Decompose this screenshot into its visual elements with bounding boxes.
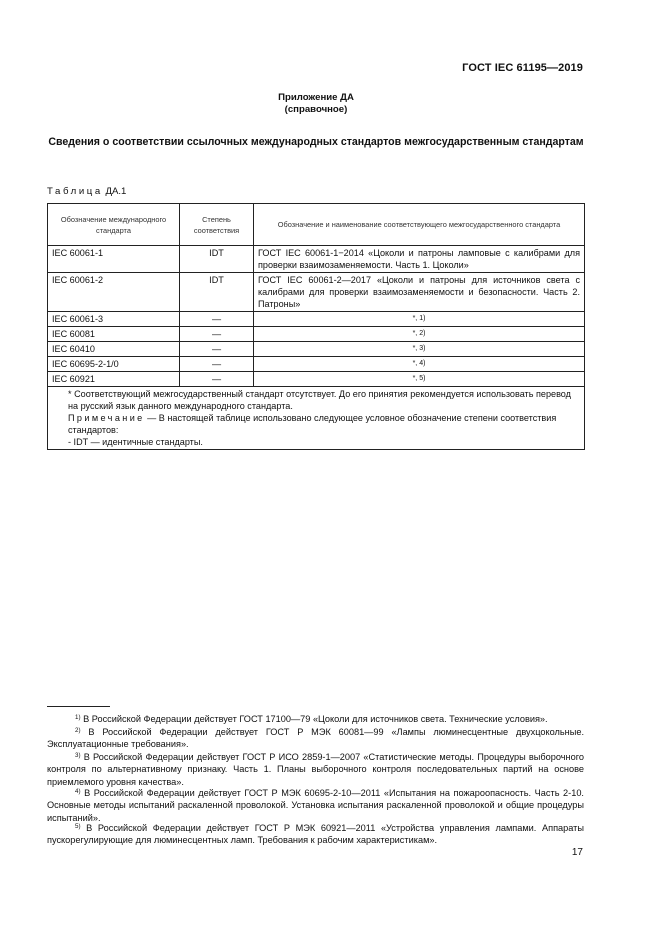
table-notes-row [48, 387, 585, 450]
cell-name: *, 5) [254, 372, 585, 387]
footnote [47, 751, 584, 788]
correspondence-table [47, 203, 585, 450]
footnote-text: В Российской Федерации действует ГОСТ Р МЭК 60081—99 «Лампы люминесцентные двухцокольные. Эксплуатационные требования». [47, 727, 584, 750]
annex-title: Приложение ДА [278, 92, 354, 103]
cell-ref: IEC 60061-3 [48, 312, 180, 327]
footnote [47, 713, 584, 725]
footnote-mark: 1) [75, 714, 81, 721]
footnote-text: В Российской Федерации действует ГОСТ Р МЭК 60695-2-10—2011 «Испытания на пожароопасность. Часть 2-10. Основные методы испытаний раскаленной проволокой. Установка испытания раскаленной проволокой и общие процедуры испытаний». [47, 788, 584, 823]
cell-ref: IEC 60695-2-1/0 [48, 357, 180, 372]
table-row [48, 372, 585, 387]
table-notes [48, 387, 585, 450]
asterisk-note: * Соответствующий межгосударственный стандарт отсутствует. До его принятия рекомендуется использовать перевод на русский язык данного международного стандарта. [68, 389, 571, 411]
cell-ref: IEC 60061-2 [48, 273, 180, 312]
cell-name: *, 2) [254, 327, 585, 342]
footnote-mark: 3) [75, 752, 81, 759]
cell-degree: IDT [180, 273, 254, 312]
idt-note: - IDT — идентичные стандарты. [68, 437, 203, 447]
document-code: ГОСТ IEC 61195—2019 [462, 62, 583, 74]
column-header-ref: Обозначение международного стандарта [48, 204, 180, 246]
footnote-text: В Российской Федерации действует ГОСТ Р МЭК 60921—2011 «Устройства управления лампами. Аппараты пускорегулирующие для люминесцентных ламп. Требования к рабочим характеристикам». [47, 823, 584, 846]
cell-degree: IDT [180, 246, 254, 273]
footnote-text: В Российской Федерации действует ГОСТ Р ИСО 2859-1—2007 «Статистические методы. Процедуры выборочного контроля по альтернативному признаку. Часть 1. Планы выборочного контроля последовательных партий на основе приемлемого уровня качества». [47, 752, 584, 787]
table-label-number: ДА.1 [105, 186, 127, 197]
table-label-word: Таблица [47, 186, 103, 197]
cell-degree: — [180, 327, 254, 342]
footnote-text: В Российской Федерации действует ГОСТ 17100—79 «Цоколи для источников света. Технические условия». [80, 714, 548, 724]
cell-name: *, 4) [254, 357, 585, 372]
footnote-mark: 2) [75, 727, 81, 734]
cell-ref: IEC 60081 [48, 327, 180, 342]
cell-ref: IEC 60921 [48, 372, 180, 387]
cell-ref: IEC 60410 [48, 342, 180, 357]
column-header-name: Обозначение и наименование соответствующего межгосударственного стандарта [254, 204, 585, 246]
footnote-separator [47, 706, 110, 707]
note-word: Примечание [68, 413, 145, 423]
cell-degree: — [180, 312, 254, 327]
cell-name: ГОСТ IEC 60061-2—2017 «Цоколи и патроны для источников света с калибрами для проверки взаимозаменяемости и безопасности. Часть 2. Патроны» [254, 273, 585, 312]
footnote-mark: 4) [75, 788, 81, 795]
footnote-mark: 5) [75, 823, 81, 830]
table-row [48, 327, 585, 342]
cell-name: *, 3) [254, 342, 585, 357]
table-header-row [48, 204, 585, 246]
table-row [48, 312, 585, 327]
table-row [48, 246, 585, 273]
cell-name: *, 1) [254, 312, 585, 327]
table-row [48, 342, 585, 357]
column-header-degree: Степень соответствия [180, 204, 254, 246]
page-number: 17 [571, 847, 583, 858]
cell-degree: — [180, 372, 254, 387]
table-row [48, 357, 585, 372]
cell-name: ГОСТ IEC 60061-1−2014 «Цоколи и патроны ламповые с калибрами для проверки взаимозаменяемости. Часть 1. Цоколи» [254, 246, 585, 273]
note-text: — В настоящей таблице использовано следующее условное обозначение степени соответствия стандартов: [68, 413, 557, 435]
cell-degree: — [180, 342, 254, 357]
table-label [47, 186, 126, 197]
note [52, 412, 580, 436]
footnote [47, 787, 584, 824]
cell-ref: IEC 60061-1 [48, 246, 180, 273]
table-row [48, 273, 585, 312]
footnote [47, 726, 584, 751]
footnote [47, 822, 584, 847]
cell-degree: — [180, 357, 254, 372]
annex-subtitle: (справочное) [284, 104, 348, 115]
page-title: Сведения о соответствии ссылочных международных стандартов межгосударственным стандартам [48, 136, 584, 148]
